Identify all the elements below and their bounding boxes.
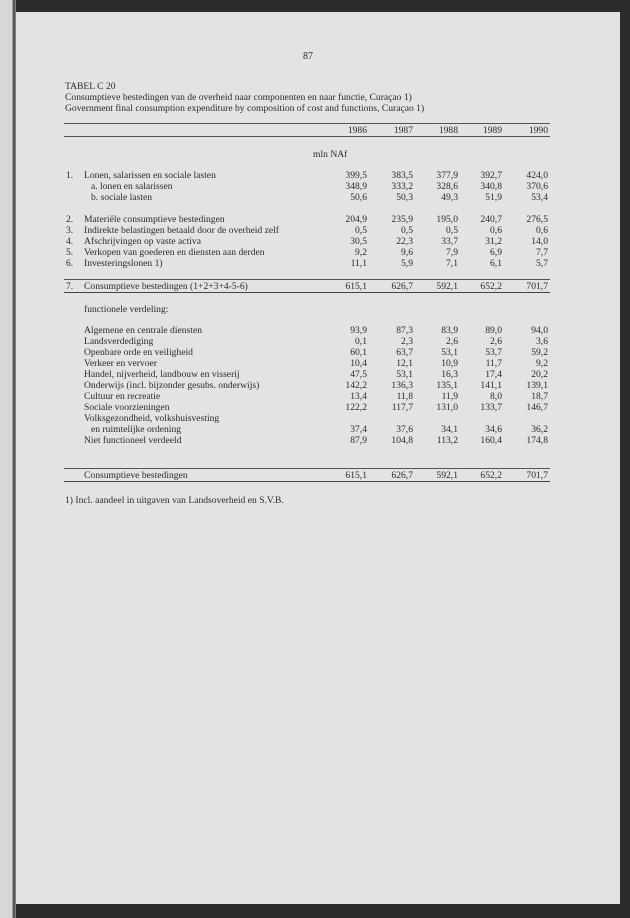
- cell-1988: 195,0: [436, 214, 458, 225]
- cell-1988: 11,9: [441, 391, 458, 402]
- cell-1990: 174,8: [526, 435, 548, 446]
- cell-1988: 135,1: [436, 380, 458, 391]
- cell-1989: 0,6: [490, 225, 502, 236]
- cell-1990: 59,2: [531, 347, 548, 358]
- cell-1990: 424,0: [526, 170, 548, 181]
- cell-1990: 701,7: [526, 281, 548, 292]
- cell-1987: 50,3: [396, 192, 413, 203]
- cell-1990: 701,7: [526, 470, 548, 481]
- final-total-top-rule: [64, 468, 550, 469]
- cell-1989: 133,7: [480, 402, 502, 413]
- cell-1990: 139,1: [526, 380, 548, 391]
- cell-1988: 10,9: [441, 358, 458, 369]
- cell-1988: 131,0: [436, 402, 458, 413]
- cell-1987: 136,3: [391, 380, 413, 391]
- cell-1987: 22,3: [396, 236, 413, 247]
- cell-1989: 34,6: [485, 424, 502, 435]
- cell-1989: 240,7: [480, 214, 502, 225]
- cell-1989: 53,7: [485, 347, 502, 358]
- cell-1986: 9,2: [355, 247, 367, 258]
- cell-1987: 626,7: [391, 281, 413, 292]
- row-label: Verkeer en vervoer: [84, 358, 157, 369]
- row-label: Handel, nijverheid, landbouw en visserij: [84, 369, 240, 380]
- row-label: a. lonen en salarissen: [91, 181, 173, 192]
- cell-1990: 18,7: [531, 391, 548, 402]
- cell-1986: 87,9: [350, 435, 367, 446]
- row-label: Indirekte belastingen betaald door de overheid zelf: [84, 225, 279, 236]
- cell-1987: 626,7: [391, 470, 413, 481]
- row-label: Materiële consumptieve bestedingen: [84, 214, 225, 225]
- cell-1987: 12,1: [396, 358, 413, 369]
- cell-1989: 6,9: [490, 247, 502, 258]
- cell-1988: 83,9: [441, 325, 458, 336]
- cell-1988: 113,2: [436, 435, 458, 446]
- cell-1988: 7,9: [446, 247, 458, 258]
- row-number: 2.: [66, 214, 74, 225]
- row-label: Consumptieve bestedingen (1+2+3+4-5-6): [84, 281, 248, 292]
- cell-1986: 0,1: [355, 336, 367, 347]
- cell-1987: 37,6: [396, 424, 413, 435]
- cell-1987: 11,8: [396, 391, 413, 402]
- cell-1989: 2,6: [490, 336, 502, 347]
- row-label: Openbare orde en veiligheid: [84, 347, 193, 358]
- cell-1988: 328,6: [436, 181, 458, 192]
- cell-1989: 89,0: [485, 325, 502, 336]
- cell-1989: 652,2: [480, 281, 502, 292]
- cell-1986: 30,5: [350, 236, 367, 247]
- row-number: 4.: [66, 236, 74, 247]
- cell-1990: 146,7: [526, 402, 548, 413]
- cell-1990: 0,6: [536, 225, 548, 236]
- cell-1987: 333,2: [391, 181, 413, 192]
- cell-1988: 53,1: [441, 347, 458, 358]
- cell-1989: 11,7: [485, 358, 502, 369]
- cell-1986: 37,4: [350, 424, 367, 435]
- cell-1986: 348,9: [345, 181, 367, 192]
- cell-1987: 63,7: [396, 347, 413, 358]
- cell-1988: 592,1: [436, 281, 458, 292]
- total-top-rule: [64, 279, 550, 280]
- table-title-dutch: Consumptieve bestedingen van de overheid naar componenten en naar functie, Curaçao 1): [65, 92, 412, 103]
- cell-1989: 392,7: [480, 170, 502, 181]
- table-top-rule: [64, 123, 550, 124]
- cell-1987: 117,7: [391, 402, 413, 413]
- cell-1986: 47,5: [350, 369, 367, 380]
- cell-1986: 93,9: [350, 325, 367, 336]
- column-header-1988: 1988: [438, 125, 458, 136]
- row-label: Sociale voorzieningen: [84, 402, 170, 413]
- cell-1988: 33,7: [441, 236, 458, 247]
- row-number: 3.: [66, 225, 74, 236]
- cell-1988: 16,3: [441, 369, 458, 380]
- cell-1986: 122,2: [345, 402, 367, 413]
- functional-heading: functionele verdeling:: [84, 304, 169, 315]
- cell-1990: 5,7: [536, 258, 548, 269]
- row-label: Verkopen van goederen en diensten aan derden: [84, 247, 265, 258]
- cell-1987: 2,3: [401, 336, 413, 347]
- column-header-1989: 1989: [482, 125, 502, 136]
- column-header-1986: 1986: [347, 125, 367, 136]
- cell-1986: 11,1: [350, 258, 367, 269]
- row-label: Cultuur en recreatie: [84, 391, 161, 402]
- cell-1986: 204,9: [345, 214, 367, 225]
- cell-1987: 235,9: [391, 214, 413, 225]
- cell-1989: 51,9: [485, 192, 502, 203]
- cell-1989: 6,1: [490, 258, 502, 269]
- row-label: Niet functioneel verdeeld: [84, 435, 182, 446]
- cell-1986: 60,1: [350, 347, 367, 358]
- cell-1990: 14,0: [531, 236, 548, 247]
- cell-1986: 0,5: [355, 225, 367, 236]
- cell-1987: 87,3: [396, 325, 413, 336]
- row-label: Volksgezondheid, volkshuisvesting: [84, 413, 220, 424]
- cell-1990: 53,4: [531, 192, 548, 203]
- row-label: Landsverdediging: [84, 336, 154, 347]
- document-page: [16, 12, 620, 904]
- header-bottom-rule: [64, 136, 550, 137]
- cell-1986: 142,2: [345, 380, 367, 391]
- cell-1987: 9,6: [401, 247, 413, 258]
- cell-1987: 5,9: [401, 258, 413, 269]
- table-title-english: Government final consumption expenditure by composition of cost and functions, Curaçao 1): [65, 103, 425, 114]
- cell-1986: 10,4: [350, 358, 367, 369]
- cell-1989: 141,1: [480, 380, 502, 391]
- total-bottom-rule: [64, 292, 550, 293]
- cell-1990: 94,0: [531, 325, 548, 336]
- cell-1989: 652,2: [480, 470, 502, 481]
- cell-1986: 50,6: [350, 192, 367, 203]
- row-number: 6.: [66, 258, 74, 269]
- cell-1989: 31,2: [485, 236, 502, 247]
- cell-1987: 383,5: [391, 170, 413, 181]
- footnote: 1) Incl. aandeel in uitgaven van Landsoverheid en S.V.B.: [65, 495, 284, 506]
- cell-1990: 3,6: [536, 336, 548, 347]
- row-label: Investeringslonen 1): [84, 258, 163, 269]
- row-label: en ruimtelijke ordening: [91, 424, 182, 435]
- cell-1989: 160,4: [480, 435, 502, 446]
- unit-label: mln NAf: [313, 149, 348, 160]
- cell-1986: 615,1: [345, 470, 367, 481]
- cell-1990: 9,2: [536, 358, 548, 369]
- row-number: 5.: [66, 247, 74, 258]
- cell-1988: 49,3: [441, 192, 458, 203]
- cell-1986: 13,4: [350, 391, 367, 402]
- cell-1989: 8,0: [490, 391, 502, 402]
- row-label: Consumptieve bestedingen: [84, 470, 188, 481]
- row-number: 7.: [66, 281, 74, 292]
- cell-1988: 592,1: [436, 470, 458, 481]
- cell-1989: 340,8: [480, 181, 502, 192]
- row-number: 1.: [66, 170, 74, 181]
- cell-1989: 17,4: [485, 369, 502, 380]
- column-header-1987: 1987: [393, 125, 413, 136]
- page-number: 87: [303, 51, 313, 62]
- row-label: Onderwijs (incl. bijzonder gesubs. onderwijs): [84, 380, 260, 391]
- cell-1988: 7,1: [446, 258, 458, 269]
- cell-1986: 615,1: [345, 281, 367, 292]
- row-label: Afschrijvingen op vaste activa: [84, 236, 201, 247]
- cell-1988: 2,6: [446, 336, 458, 347]
- cell-1990: 20,2: [531, 369, 548, 380]
- row-label: Lonen, salarissen en sociale lasten: [84, 170, 216, 181]
- cell-1987: 104,8: [391, 435, 413, 446]
- final-total-bottom-rule: [64, 481, 550, 482]
- cell-1990: 7,7: [536, 247, 548, 258]
- row-label: b. sociale lasten: [91, 192, 153, 203]
- cell-1990: 370,6: [526, 181, 548, 192]
- cell-1986: 399,5: [345, 170, 367, 181]
- cell-1988: 0,5: [446, 225, 458, 236]
- cell-1990: 36,2: [531, 424, 548, 435]
- cell-1990: 276,5: [526, 214, 548, 225]
- column-header-1990: 1990: [528, 125, 548, 136]
- cell-1987: 0,5: [401, 225, 413, 236]
- row-label: Algemene en centrale diensten: [84, 325, 203, 336]
- cell-1988: 377,9: [436, 170, 458, 181]
- table-id: TABEL C 20: [65, 81, 116, 92]
- cell-1987: 53,1: [396, 369, 413, 380]
- cell-1988: 34,1: [441, 424, 458, 435]
